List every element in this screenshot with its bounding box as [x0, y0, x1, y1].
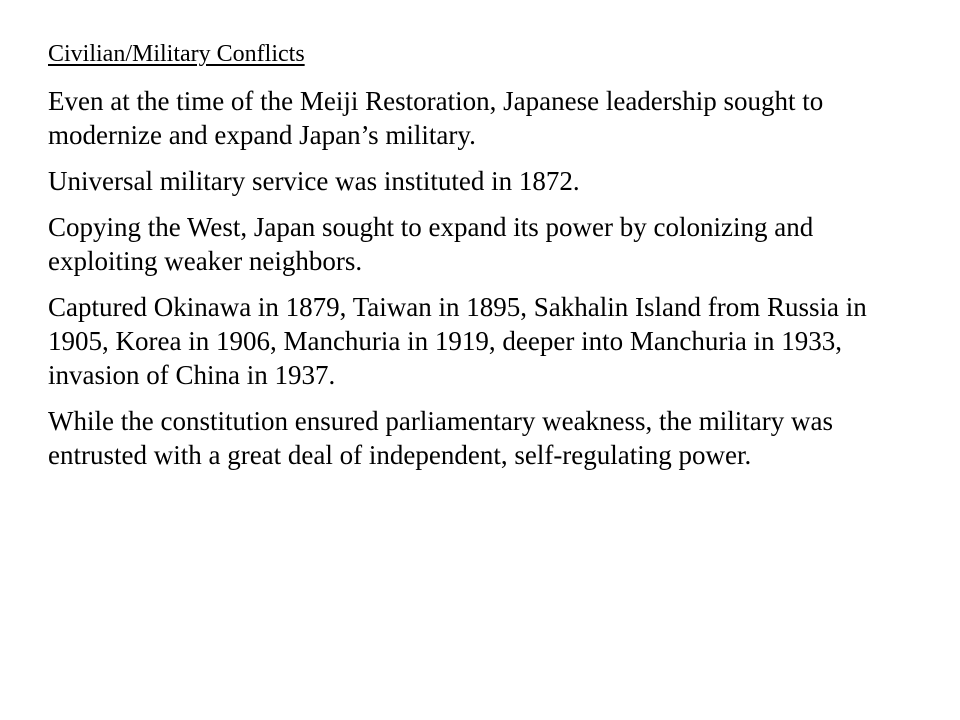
paragraph-constitution: While the constitution ensured parliamentary weakness, the military was entrusted with a great deal of independent, self-regulating power.	[48, 406, 834, 470]
paragraph-captured-territories: Captured Okinawa in 1879, Taiwan in 1895, Sakhalin Island from Russia in 1905, Korea in 1906, Manchuria in 1919, deeper into Manchuria in 1933, invasion of China in 1937.	[48, 292, 867, 390]
paragraph-meiji-restoration: Even at the time of the Meiji Restoration, Japanese leadership sought to modernize and expand Japan’s military.	[48, 86, 824, 150]
paragraph-universal-service: Universal military service was instituted in 1872.	[48, 166, 580, 196]
slide-title: Civilian/Military Conflicts	[48, 41, 305, 67]
slide-content	[48, 38, 908, 484]
paragraph-copying-west: Copying the West, Japan sought to expand its power by colonizing and exploiting weaker neighbors.	[48, 212, 814, 276]
